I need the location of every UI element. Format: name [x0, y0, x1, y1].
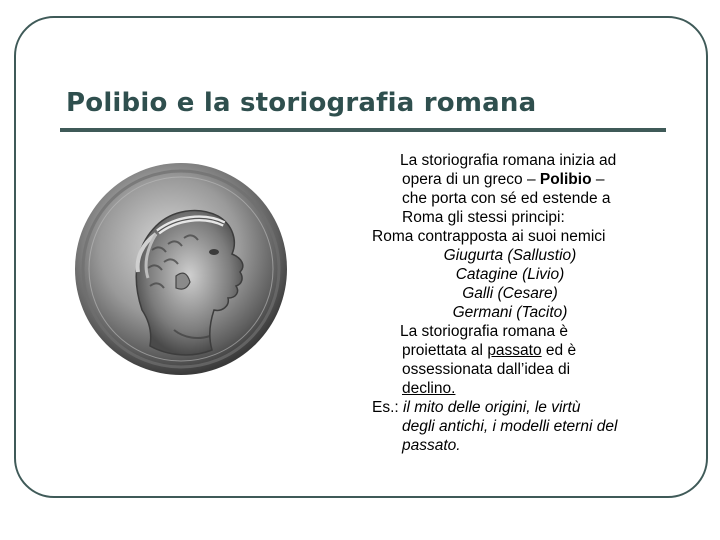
polibio-name: Polibio — [539, 171, 592, 188]
example-line3: passato. — [402, 437, 461, 454]
slide-title: Polibio e la storiografia romana — [66, 88, 537, 118]
paragraph-intro-line4: Roma gli stessi principi: — [402, 209, 565, 226]
paragraph-intro-line2: opera di un greco – Polibio – — [402, 171, 605, 188]
paragraph-past-line3: ossessionata dall’idea di — [402, 361, 571, 378]
polybius-coin-image — [72, 160, 290, 378]
slide-body-text — [372, 151, 672, 455]
paragraph-past-line2: proiettata al passato ed è — [402, 342, 577, 359]
paragraph-past-line1: La storiografia romana è — [400, 323, 569, 340]
enemy-item: Catagine (Livio) — [455, 266, 565, 283]
roma-enemies-heading: Roma contrapposta ai suoi nemici — [372, 228, 606, 245]
example-label: Es.: — [372, 399, 404, 416]
paragraph-intro-line3: che porta con sé ed estende a — [402, 190, 611, 207]
passato-word: passato — [487, 342, 542, 359]
example-line1: Es.: il mito delle origini, le virtù — [372, 399, 581, 416]
coin-icon — [72, 160, 290, 378]
enemy-item: Giugurta (Sallustio) — [443, 247, 577, 264]
paragraph-intro-line1: La storiografia romana inizia ad — [400, 152, 617, 169]
enemy-item: Galli (Cesare) — [462, 285, 558, 302]
enemy-item: Germani (Tacito) — [452, 304, 568, 321]
paragraph-past-line4: declino. — [402, 380, 456, 397]
title-underline — [60, 128, 666, 132]
example-line2: degli antichi, i modelli eterni del — [402, 418, 618, 435]
